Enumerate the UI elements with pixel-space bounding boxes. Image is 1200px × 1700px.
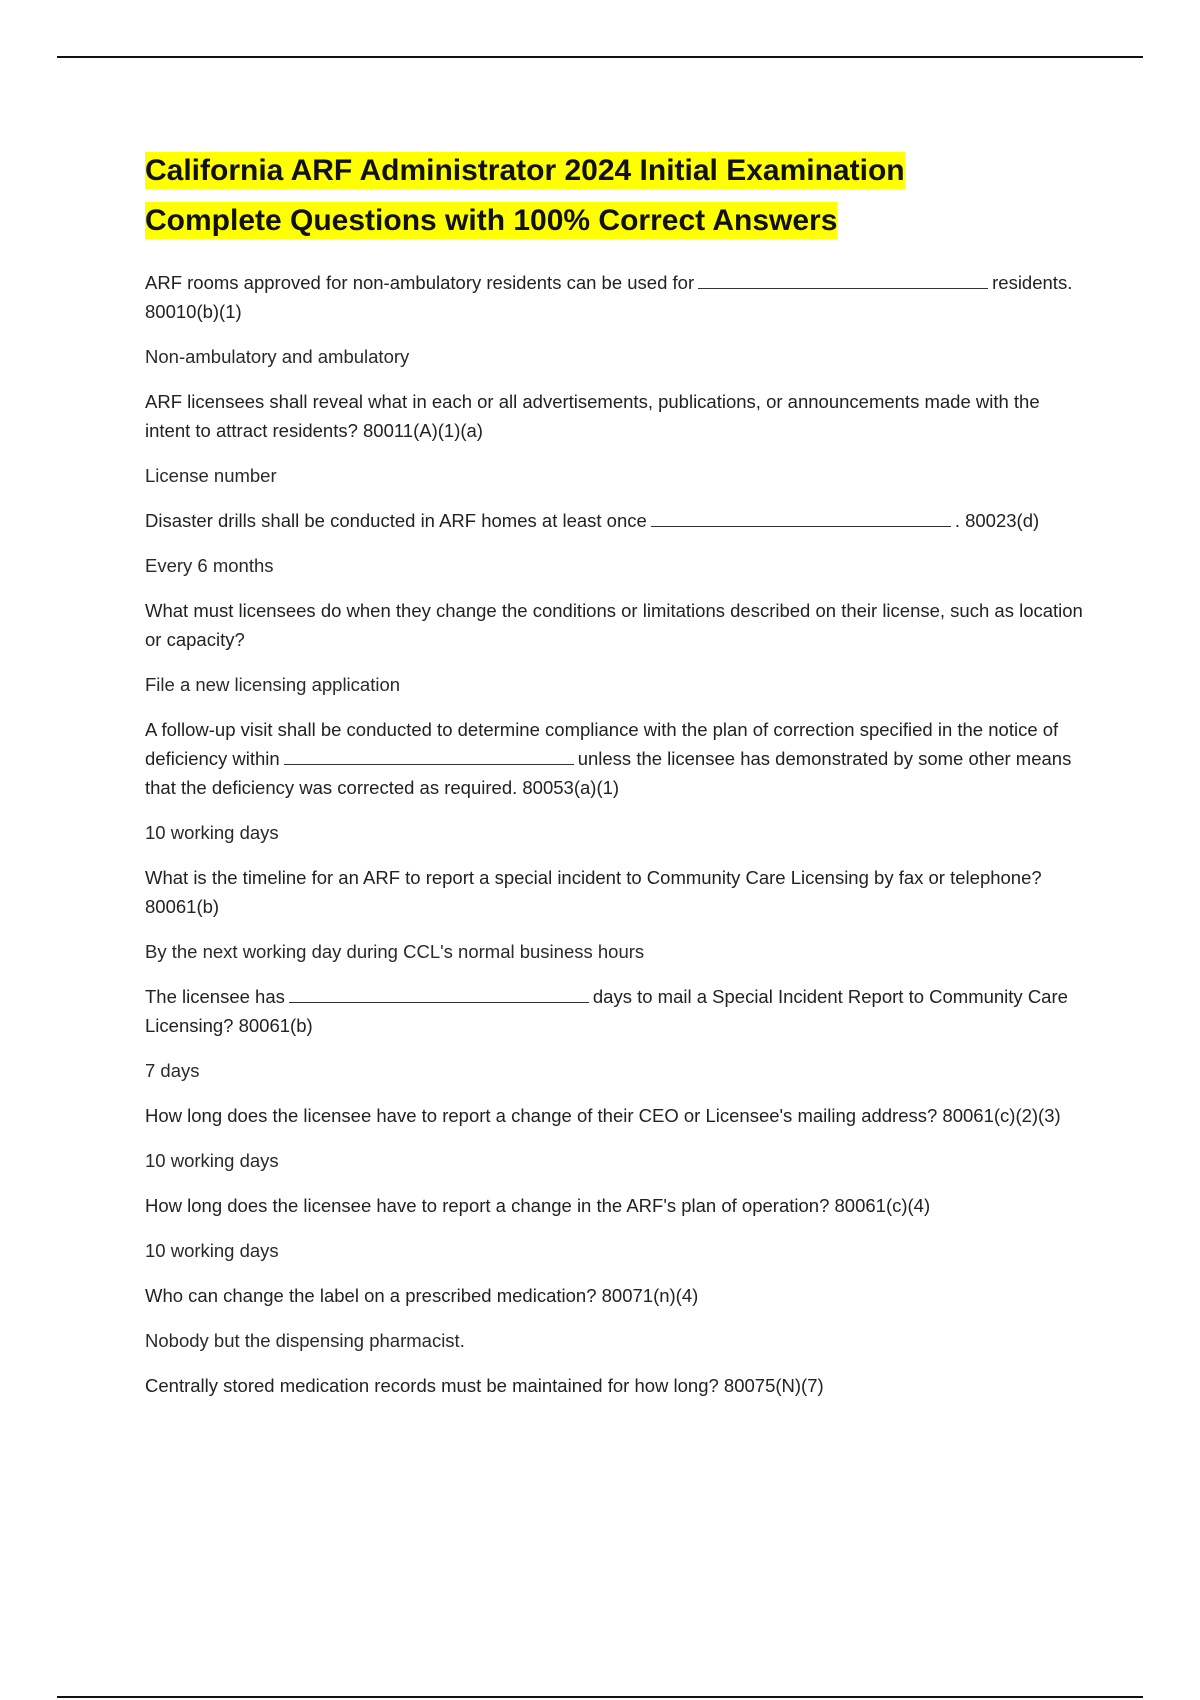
answer-blank	[284, 746, 574, 765]
question-8: How long does the licensee have to report a change of their CEO or Licensee's mailing address? 80061(c)(2)(3)	[145, 1105, 1061, 1126]
answer-3: Every 6 months	[145, 555, 274, 576]
answer-10: Nobody but the dispensing pharmacist.	[145, 1330, 465, 1351]
answer-9: 10 working days	[145, 1240, 279, 1261]
answer-7: 7 days	[145, 1060, 200, 1081]
answer-1: Non-ambulatory and ambulatory	[145, 346, 410, 367]
bottom-rule	[57, 1696, 1143, 1698]
answer-blank	[289, 984, 589, 1003]
answer-8: 10 working days	[145, 1150, 279, 1171]
question-4: What must licensees do when they change the conditions or limitations described on their license, such as location or capacity?	[145, 600, 1083, 650]
top-rule	[57, 56, 1143, 58]
question-6: What is the timeline for an ARF to report a special incident to Community Care Licensing by fax or telephone? 80061(b)	[145, 867, 1042, 917]
answer-2: License number	[145, 465, 277, 486]
question-5: A follow-up visit shall be conducted to determine compliance with the plan of correction specified in the notice of deficiency within unless the licensee has demonstrated by some other means that the deficiency was corrected as required. 80053(a)(1)	[145, 719, 1072, 798]
title-line-2: Complete Questions with 100% Correct Answers	[145, 204, 838, 237]
answer-blank	[698, 270, 988, 289]
title-line-1: California ARF Administrator 2024 Initial Examination	[145, 154, 905, 187]
document-body	[145, 146, 1085, 1416]
question-2: ARF licensees shall reveal what in each or all advertisements, publications, or announcements made with the intent to attract residents? 80011(A)(1)(a)	[145, 391, 1040, 441]
answer-4: File a new licensing application	[145, 674, 401, 695]
answer-6: By the next working day during CCL's normal business hours	[145, 941, 645, 962]
question-10: Who can change the label on a prescribed medication? 80071(n)(4)	[145, 1285, 699, 1306]
question-9: How long does the licensee have to report a change in the ARF's plan of operation? 80061(c)(4)	[145, 1195, 931, 1216]
question-11: Centrally stored medication records must be maintained for how long? 80075(N)(7)	[145, 1375, 824, 1396]
question-1: ARF rooms approved for non-ambulatory residents can be used for residents. 80010(b)(1)	[145, 272, 1073, 322]
answer-blank	[651, 508, 951, 527]
answer-5: 10 working days	[145, 822, 279, 843]
document-title	[145, 146, 1085, 246]
qa-list	[145, 268, 1085, 1400]
question-3: Disaster drills shall be conducted in ARF homes at least once . 80023(d)	[145, 510, 1040, 531]
question-7: The licensee has days to mail a Special Incident Report to Community Care Licensing? 80061(b)	[145, 986, 1068, 1036]
